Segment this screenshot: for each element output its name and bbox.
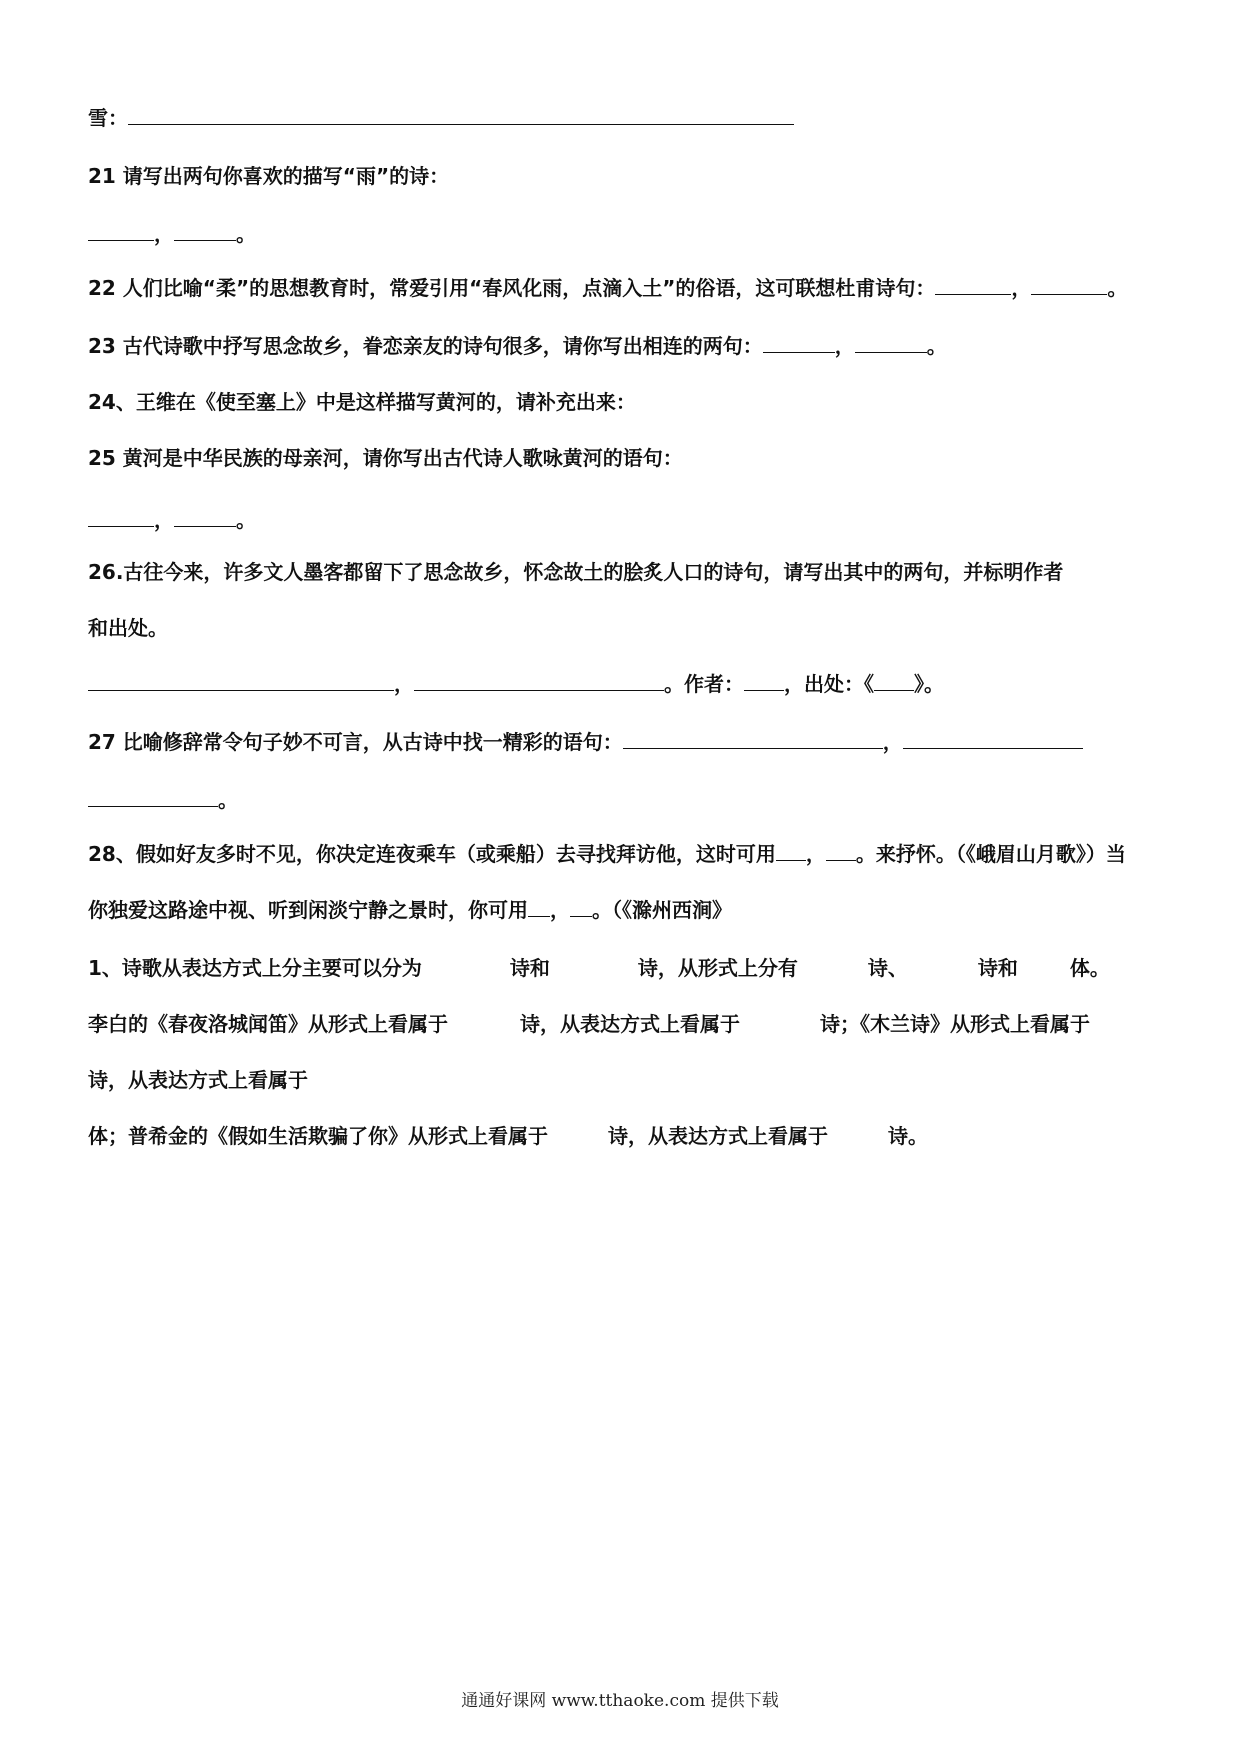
answer-blank[interactable] (763, 332, 835, 353)
answer-blank[interactable] (826, 840, 856, 861)
answer-blank[interactable] (174, 220, 236, 241)
answer-blank[interactable] (570, 896, 592, 917)
question-22: 22 人们比喻“柔”的思想教育时，常爱引用“春风化雨，点滴入土”的俗语，这可联想杜甫诗句： ， 。 (88, 276, 1128, 300)
answer-blank[interactable] (776, 840, 806, 861)
section-1-line-3: 诗，从表达方式上看属于 (88, 1068, 308, 1092)
answer-27-cont: 。 (88, 786, 1150, 814)
question-25: 25 黄河是中华民族的母亲河，请你写出古代诗人歌咏黄河的语句： (88, 446, 683, 470)
source-blank[interactable] (874, 670, 914, 691)
answer-blank[interactable] (623, 728, 883, 749)
author-blank[interactable] (744, 670, 784, 691)
question-23: 23 古代诗歌中抒写思念故乡，眷恋亲友的诗句很多，请你写出相连的两句： ， 。 (88, 334, 947, 358)
question-27: 27 比喻修辞常令句子妙不可言，从古诗中找一精彩的语句： ， (88, 728, 1150, 756)
answer-blank[interactable] (174, 506, 236, 527)
page-footer: 通通好课网 www.tthaoke.com 提供下载 (461, 1691, 779, 1711)
section-1-line-2: 李白的《春夜洛城闻笛》从形式上看属于 诗，从表达方式上看属于 诗；《木兰诗》从形式上看属于 (88, 1012, 1090, 1036)
question-26: 26.古往今来，许多文人墨客都留下了思念故乡，怀念故土的脍炙人口的诗句，请写出其中的两句，并标明作者 (88, 560, 1064, 584)
answer-blank[interactable] (128, 104, 794, 125)
answer-blank[interactable] (88, 506, 154, 527)
answer-21: ， 。 (88, 220, 1150, 248)
answer-25: ， 。 (88, 506, 1150, 534)
question-28: 28、假如好友多时不见，你决定连夜乘车（或乘船）去寻找拜访他，这时可用 ， 。来抒怀。（《峨眉山月歌》）当 (88, 842, 1126, 866)
answer-blank[interactable] (88, 670, 394, 691)
question-28-cont: 你独爱这路途中视、听到闲淡宁静之景时，你可用 ， 。（《滁州西涧》 (88, 898, 732, 922)
section-1-line-1: 1、诗歌从表达方式上分主要可以分为 诗和 诗，从形式上分有 诗、 诗和 体。 (88, 956, 1110, 980)
question-21: 21 请写出两句你喜欢的描写“雨”的诗： (88, 164, 450, 188)
answer-blank[interactable] (528, 896, 550, 917)
section-1-line-4: 体；普希金的《假如生活欺骗了你》从形式上看属于 诗，从表达方式上看属于 诗。 (88, 1124, 928, 1148)
question-24: 24、王维在《使至塞上》中是这样描写黄河的，请补充出来： (88, 390, 636, 414)
answer-blank[interactable] (855, 332, 927, 353)
question-26-cont: 和出处。 (88, 616, 168, 640)
answer-blank[interactable] (935, 274, 1011, 295)
snow-label: 雪： (88, 106, 128, 130)
snow-line (88, 104, 1150, 132)
answer-blank[interactable] (903, 728, 1083, 749)
answer-blank[interactable] (1031, 274, 1107, 295)
answer-blank[interactable] (88, 220, 154, 241)
answer-26: ， 。作者： ，出处：《 》。 (88, 670, 1150, 698)
answer-blank[interactable] (414, 670, 664, 691)
answer-blank[interactable] (88, 786, 218, 807)
